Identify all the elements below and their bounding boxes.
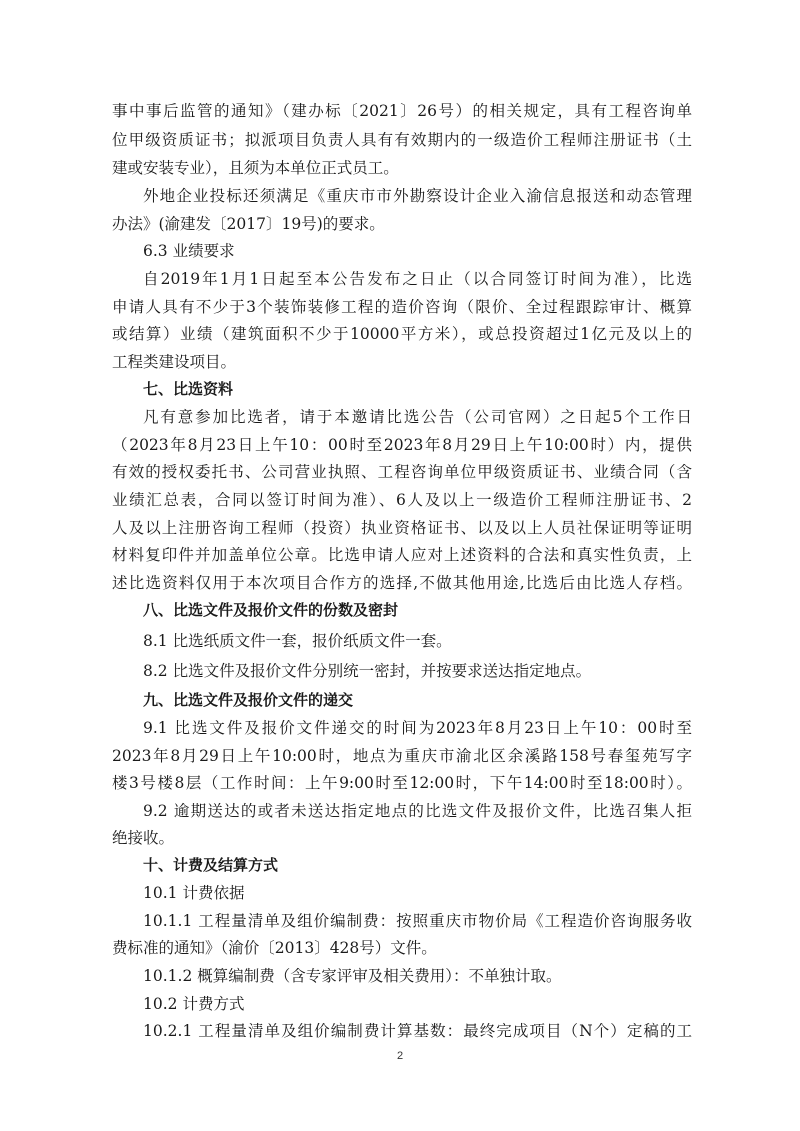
paragraph-line: 业绩汇总表，合同以签订时间为准）、6人及以上一级造价工程师注册证书、2 — [112, 491, 692, 509]
paragraph-line: 9.2 逾期送达的或者未送达指定地点的比选文件及报价文件，比选召集人拒 — [143, 802, 692, 820]
section-heading: 八、比选文件及报价文件的份数及密封 — [143, 601, 399, 619]
paragraph-line: 建或安装专业），且须为本单位正式员工。 — [112, 159, 399, 177]
paragraph-line: 人及以上注册咨询工程师（投资）执业资格证书、以及以上人员社保证明等证明 — [112, 519, 692, 537]
paragraph-line: 办法》(渝建发〔2017〕19号)的要求。 — [112, 215, 385, 233]
paragraph-line: 凡有意参加比选者，请于本邀请比选公告（公司官网）之日起5个工作日 — [143, 408, 692, 426]
section-heading: 十、计费及结算方式 — [143, 856, 279, 874]
paragraph-line: 10.1.2 概算编制费（含专家评审及相关费用）：不单独计取。 — [143, 967, 562, 985]
page-number: 2 — [396, 1050, 404, 1062]
paragraph-line: 8.2 比选文件及报价文件分别统一密封，并按要求送达指定地点。 — [143, 662, 592, 680]
paragraph-line: 8.1 比选纸质文件一套，报价纸质文件一套。 — [143, 632, 452, 650]
paragraph-line: 9.1 比选文件及报价文件递交的时间为2023年8月23日上午10：00时至 — [143, 719, 692, 737]
subsection-heading: 6.3 业绩要求 — [143, 242, 235, 260]
paragraph-line: 申请人具有不少于3个装饰装修工程的造价咨询（限价、全过程跟踪审计、概算 — [112, 298, 692, 316]
paragraph-line: 绝接收。 — [112, 829, 175, 847]
paragraph-line: 述比选资料仅用于本次项目合作方的选择,不做其他用途,比选后由比选人存档。 — [112, 574, 692, 592]
paragraph-line: 自2019年1月1日起至本公告发布之日止（以合同签订时间为准），比选 — [143, 270, 692, 288]
paragraph-line: 10.2.1 工程量清单及组价编制费计算基数：最终完成项目（N个）定稿的工 — [143, 1022, 692, 1040]
subsection-heading: 10.2 计费方式 — [143, 995, 245, 1013]
paragraph-line: 材料复印件并加盖单位公章。比选申请人应对上述资料的合法和真实性负责，上 — [112, 546, 692, 564]
paragraph-line: 位甲级资质证书；拟派项目负责人具有有效期内的一级造价工程师注册证书（土 — [112, 131, 692, 149]
paragraph-line: 楼3号楼8层（工作时间：上午9:00时至12:00时，下午14:00时至18:00时）。 — [112, 774, 692, 792]
paragraph-line: 外地企业投标还须满足《重庆市市外勘察设计企业入渝信息报送和动态管理 — [143, 187, 692, 205]
subsection-heading: 10.1 计费依据 — [143, 884, 245, 902]
paragraph-line: 10.1.1 工程量清单及组价编制费：按照重庆市物价局《工程造价咨询服务收 — [143, 912, 692, 930]
section-heading: 九、比选文件及报价文件的递交 — [143, 691, 354, 709]
paragraph-line: 有效的授权委托书、公司营业执照、工程咨询单位甲级资质证书、业绩合同（含 — [112, 463, 692, 481]
paragraph-line: 2023年8月29日上午10:00时，地点为重庆市渝北区余溪路158号春玺苑写字 — [112, 747, 692, 765]
paragraph-line: 工程类建设项目。 — [112, 353, 237, 371]
section-heading: 七、比选资料 — [143, 380, 234, 398]
paragraph-line: 或结算）业绩（建筑面积不少于10000平方米），或总投资超过1亿元及以上的 — [112, 325, 692, 343]
paragraph-line: （2023年8月23日上午10：00时至2023年8月29日上午10:00时）内，提供 — [112, 436, 692, 454]
paragraph-line: 费标准的通知》（渝价〔2013〕428号）文件。 — [112, 939, 437, 957]
paragraph-line: 事中事后监管的通知》（建办标〔2021〕26号）的相关规定，具有工程咨询单 — [112, 102, 692, 120]
